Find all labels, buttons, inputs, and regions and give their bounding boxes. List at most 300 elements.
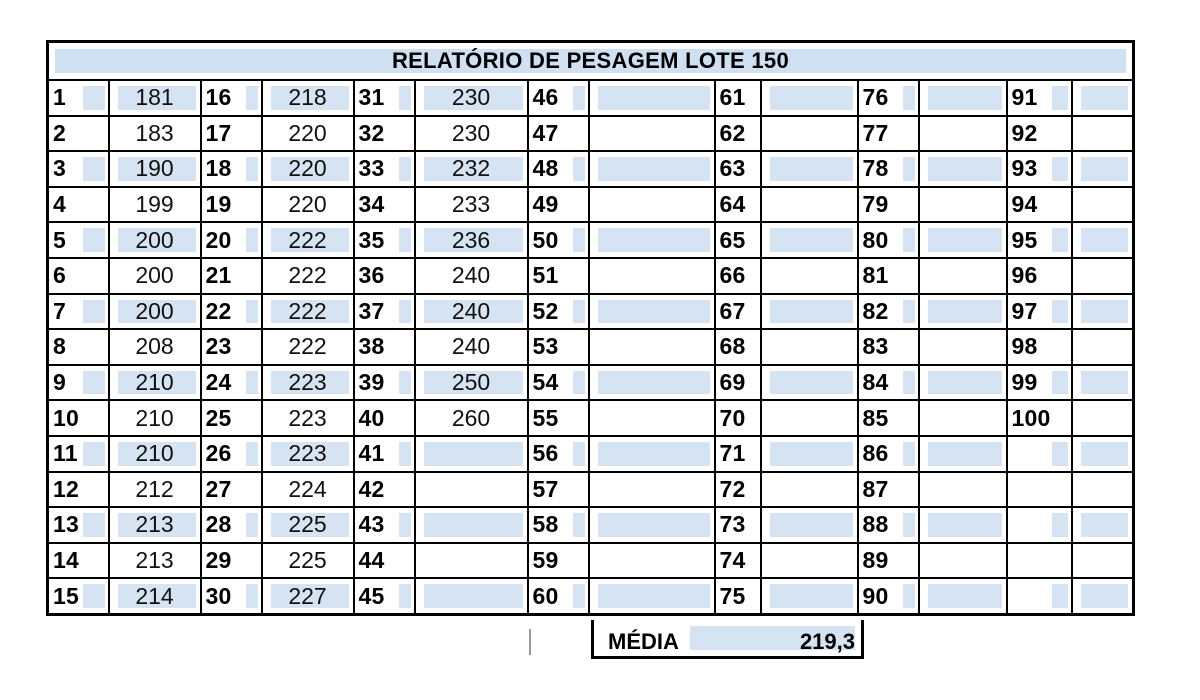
weight-cell <box>262 80 354 116</box>
lot-number-cell <box>858 80 919 116</box>
weight-cell <box>919 80 1007 116</box>
lot-number: 19 <box>205 191 232 218</box>
lot-number: 89 <box>862 547 889 574</box>
row-shade <box>573 442 585 466</box>
lot-number-cell <box>528 187 589 223</box>
lot-number-cell <box>201 400 262 436</box>
lot-number-cell <box>201 80 262 116</box>
weight-cell <box>262 294 354 330</box>
lot-number-cell <box>858 258 919 294</box>
weight-value: 200 <box>135 262 174 289</box>
weight-cell <box>589 187 715 223</box>
lot-number: 52 <box>532 297 559 324</box>
lot-number-cell <box>858 187 919 223</box>
weight-cell <box>761 507 858 543</box>
weight-value: 240 <box>451 297 491 324</box>
lot-number-cell <box>858 116 919 152</box>
lot-number: 28 <box>205 511 232 538</box>
lot-number-cell <box>528 329 589 365</box>
row-shade <box>246 371 258 395</box>
row-shade <box>1081 584 1129 608</box>
table-row <box>48 400 1134 436</box>
lot-number-cell <box>528 543 589 579</box>
weight-value: 208 <box>135 333 174 360</box>
lot-number: 23 <box>205 333 232 360</box>
lot-number: 40 <box>358 404 385 431</box>
row-shade <box>928 442 1002 466</box>
lot-number-cell <box>48 543 109 579</box>
weight-cell <box>109 578 201 614</box>
row-shade <box>573 228 585 252</box>
lot-number: 63 <box>719 155 746 182</box>
lot-number-cell <box>1007 365 1072 401</box>
lot-number-cell <box>858 578 919 614</box>
weight-value: 210 <box>135 369 174 396</box>
weight-cell <box>415 329 528 365</box>
weight-cell <box>109 80 201 116</box>
lot-number: 57 <box>532 475 559 502</box>
lot-number: 83 <box>862 333 889 360</box>
lot-number-cell <box>201 329 262 365</box>
lot-number: 80 <box>862 226 889 253</box>
row-shade <box>246 228 258 252</box>
weight-cell <box>415 187 528 223</box>
lot-number-cell <box>354 258 415 294</box>
lot-number-cell <box>354 507 415 543</box>
lot-number-cell <box>48 472 109 508</box>
lot-number-cell <box>1007 436 1072 472</box>
table-row <box>48 187 1134 223</box>
row-shade <box>246 584 258 608</box>
weight-cell <box>415 472 528 508</box>
weight-value: 200 <box>135 226 174 253</box>
lot-number-cell <box>201 151 262 187</box>
lot-number-cell <box>1007 80 1072 116</box>
lot-number-cell <box>858 294 919 330</box>
row-shade <box>246 157 258 181</box>
lot-number-cell <box>201 365 262 401</box>
lot-number: 27 <box>205 475 232 502</box>
row-shade <box>903 300 915 324</box>
lot-number-cell <box>48 116 109 152</box>
weight-cell <box>589 365 715 401</box>
row-shade <box>83 86 105 110</box>
weight-cell <box>1072 578 1134 614</box>
lot-number: 30 <box>205 582 232 609</box>
row-shade <box>573 371 585 395</box>
average-value: 219,3 <box>799 629 855 654</box>
lot-number: 73 <box>719 511 746 538</box>
lot-number: 41 <box>358 440 385 467</box>
weight-cell <box>109 543 201 579</box>
lot-number-cell <box>201 258 262 294</box>
table-row <box>48 329 1134 365</box>
lot-number: 60 <box>532 582 559 609</box>
weight-cell <box>1072 116 1134 152</box>
row-shade <box>928 300 1002 324</box>
lot-number-cell <box>715 151 761 187</box>
row-shade <box>399 86 411 110</box>
lot-number-cell <box>715 507 761 543</box>
weight-cell <box>919 436 1007 472</box>
row-shade <box>1052 300 1068 324</box>
lot-number-cell <box>715 400 761 436</box>
row-shade <box>83 371 105 395</box>
lot-number-cell <box>715 294 761 330</box>
row-shade <box>573 300 585 324</box>
lot-number-cell <box>1007 400 1072 436</box>
row-shade <box>598 228 710 252</box>
weight-cell <box>1072 436 1134 472</box>
weight-cell <box>109 294 201 330</box>
lot-number-cell <box>354 472 415 508</box>
lot-number: 1 <box>53 84 66 111</box>
lot-number: 42 <box>358 475 385 502</box>
weight-cell <box>109 507 201 543</box>
weight-value: 218 <box>288 84 327 111</box>
lot-number: 7 <box>53 297 66 324</box>
lot-number: 10 <box>53 404 79 431</box>
weight-cell <box>919 400 1007 436</box>
lot-number: 79 <box>862 191 889 218</box>
lot-number-cell <box>1007 294 1072 330</box>
weight-cell <box>1072 365 1134 401</box>
lot-number: 13 <box>53 511 79 538</box>
row-shade <box>1081 86 1129 110</box>
lot-number: 14 <box>53 547 79 574</box>
weight-cell <box>761 436 858 472</box>
row-shade <box>399 371 411 395</box>
row-shade <box>1052 228 1068 252</box>
lot-number: 93 <box>1011 155 1038 182</box>
lot-number-cell <box>48 436 109 472</box>
weight-cell <box>262 116 354 152</box>
row-shade <box>1052 513 1068 537</box>
row-shade <box>598 442 710 466</box>
lot-number-cell <box>858 507 919 543</box>
lot-number: 45 <box>358 582 385 609</box>
lot-number-cell <box>528 222 589 258</box>
lot-number-cell <box>715 436 761 472</box>
lot-number-cell <box>528 80 589 116</box>
lot-number: 92 <box>1011 119 1038 146</box>
table-row <box>48 116 1134 152</box>
weight-cell <box>262 222 354 258</box>
lot-number: 56 <box>532 440 559 467</box>
lot-number-cell <box>201 436 262 472</box>
weight-cell <box>415 578 528 614</box>
row-shade <box>928 86 1002 110</box>
report-title-cell <box>48 42 1134 81</box>
lot-number-cell <box>201 116 262 152</box>
weight-cell <box>761 543 858 579</box>
lot-number: 21 <box>205 262 232 289</box>
weight-cell <box>761 116 858 152</box>
column-divider-mark <box>529 629 531 655</box>
row-shade <box>598 584 710 608</box>
weight-cell <box>1072 80 1134 116</box>
weight-cell <box>415 400 528 436</box>
weight-value: 250 <box>451 369 491 396</box>
weight-cell <box>761 187 858 223</box>
weight-cell <box>1072 507 1134 543</box>
lot-number: 77 <box>862 119 889 146</box>
weight-cell <box>919 258 1007 294</box>
weight-cell <box>109 151 201 187</box>
lot-number: 72 <box>719 475 746 502</box>
lot-number-cell <box>201 543 262 579</box>
lot-number-cell <box>354 222 415 258</box>
lot-number: 12 <box>53 475 79 502</box>
lot-number: 65 <box>719 226 746 253</box>
lot-number-cell <box>528 507 589 543</box>
lot-number-cell <box>1007 222 1072 258</box>
lot-number-cell <box>201 472 262 508</box>
lot-number: 74 <box>719 547 746 574</box>
row-shade <box>83 228 105 252</box>
lot-number-cell <box>528 365 589 401</box>
lot-number: 59 <box>532 547 559 574</box>
weight-cell <box>109 116 201 152</box>
row-shade <box>903 442 915 466</box>
row-shade <box>573 513 585 537</box>
weight-cell <box>415 436 528 472</box>
weight-cell <box>262 400 354 436</box>
lot-number: 4 <box>53 191 66 218</box>
lot-number: 97 <box>1011 297 1038 324</box>
weight-value: 181 <box>135 84 174 111</box>
row-shade <box>1052 86 1068 110</box>
lot-number: 44 <box>358 547 385 574</box>
lot-number-cell <box>354 329 415 365</box>
lot-number: 90 <box>862 582 889 609</box>
lot-number-cell <box>48 222 109 258</box>
weight-value: 223 <box>288 369 327 396</box>
row-shade <box>399 228 411 252</box>
weight-cell <box>589 151 715 187</box>
row-shade <box>399 442 411 466</box>
weight-cell <box>761 80 858 116</box>
row-shade <box>573 86 585 110</box>
lot-number-cell <box>201 187 262 223</box>
lot-number: 8 <box>53 333 66 360</box>
lot-number: 66 <box>719 262 746 289</box>
lot-number-cell <box>48 187 109 223</box>
row-shade <box>928 228 1002 252</box>
lot-number: 20 <box>205 226 232 253</box>
row-shade <box>770 513 853 537</box>
weight-cell <box>589 400 715 436</box>
weight-value: 222 <box>288 262 327 289</box>
lot-number-cell <box>858 543 919 579</box>
lot-number-cell <box>48 400 109 436</box>
weight-cell <box>761 151 858 187</box>
weight-cell <box>415 365 528 401</box>
lot-number-cell <box>1007 472 1072 508</box>
weight-value: 190 <box>135 155 174 182</box>
row-shade <box>246 442 258 466</box>
lot-number-cell <box>1007 329 1072 365</box>
lot-number: 75 <box>719 582 746 609</box>
lot-number-cell <box>354 400 415 436</box>
weight-cell <box>1072 258 1134 294</box>
lot-number: 71 <box>719 440 746 467</box>
lot-number-cell <box>715 258 761 294</box>
row-shade <box>399 300 411 324</box>
lot-number: 76 <box>862 84 889 111</box>
weight-value: 260 <box>451 404 491 431</box>
weight-cell <box>919 543 1007 579</box>
row-shade <box>598 157 710 181</box>
weight-cell <box>109 187 201 223</box>
lot-number-cell <box>858 365 919 401</box>
weight-value: 213 <box>135 547 174 574</box>
row-shade <box>246 300 258 324</box>
lot-number-cell <box>1007 543 1072 579</box>
row-shade <box>83 157 105 181</box>
lot-number: 31 <box>358 84 385 111</box>
weight-value: 210 <box>135 440 174 467</box>
lot-number: 53 <box>532 333 559 360</box>
average-box <box>591 620 864 659</box>
lot-number: 32 <box>358 119 385 146</box>
lot-number-cell <box>201 222 262 258</box>
weight-value: 240 <box>451 333 491 360</box>
weight-cell <box>589 258 715 294</box>
table-row <box>48 294 1134 330</box>
weight-cell <box>262 436 354 472</box>
lot-number: 17 <box>205 119 232 146</box>
row-shade <box>903 584 915 608</box>
row-shade <box>770 157 853 181</box>
lot-number: 37 <box>358 297 385 324</box>
lot-number: 100 <box>1011 404 1051 431</box>
weight-cell <box>919 222 1007 258</box>
weight-cell <box>589 329 715 365</box>
weight-cell <box>262 365 354 401</box>
row-shade <box>928 513 1002 537</box>
weight-cell <box>415 116 528 152</box>
row-shade <box>424 442 523 466</box>
table-row <box>48 543 1134 579</box>
lot-number: 81 <box>862 262 889 289</box>
weight-value: 220 <box>288 191 327 218</box>
weight-cell <box>109 472 201 508</box>
weight-cell <box>761 365 858 401</box>
lot-number-cell <box>715 187 761 223</box>
weight-cell <box>761 472 858 508</box>
lot-number: 9 <box>53 369 66 396</box>
weight-cell <box>919 116 1007 152</box>
weight-cell <box>1072 222 1134 258</box>
weight-cell <box>415 80 528 116</box>
lot-number-cell <box>528 578 589 614</box>
weight-cell <box>919 294 1007 330</box>
row-shade <box>83 442 105 466</box>
weight-value: 230 <box>451 84 491 111</box>
table-row <box>48 222 1134 258</box>
lot-number-cell <box>201 507 262 543</box>
weight-cell <box>919 472 1007 508</box>
row-shade <box>598 86 710 110</box>
lot-number-cell <box>528 400 589 436</box>
weight-cell <box>109 258 201 294</box>
lot-number-cell <box>354 187 415 223</box>
weight-cell <box>761 258 858 294</box>
lot-number-cell <box>528 436 589 472</box>
weight-value: 240 <box>451 262 491 289</box>
row-shade <box>83 584 105 608</box>
row-shade <box>903 228 915 252</box>
report-title: RELATÓRIO DE PESAGEM LOTE 150 <box>391 48 790 73</box>
weighing-report-table <box>46 40 1135 616</box>
weight-cell <box>589 222 715 258</box>
lot-number: 54 <box>532 369 559 396</box>
lot-number-cell <box>1007 507 1072 543</box>
weight-value: 225 <box>288 511 327 538</box>
lot-number-cell <box>354 365 415 401</box>
lot-number: 6 <box>53 262 66 289</box>
lot-number-cell <box>858 436 919 472</box>
weight-cell <box>415 507 528 543</box>
lot-number: 86 <box>862 440 889 467</box>
weight-cell <box>262 329 354 365</box>
lot-number-cell <box>858 151 919 187</box>
lot-number: 96 <box>1011 262 1038 289</box>
weight-cell <box>1072 472 1134 508</box>
lot-number: 99 <box>1011 369 1038 396</box>
lot-number: 16 <box>205 84 232 111</box>
lot-number: 36 <box>358 262 385 289</box>
weight-cell <box>919 507 1007 543</box>
weight-value: 214 <box>135 582 174 609</box>
lot-number: 55 <box>532 404 559 431</box>
lot-number: 78 <box>862 155 889 182</box>
lot-number-cell <box>354 116 415 152</box>
row-shade <box>83 513 105 537</box>
row-shade <box>770 86 853 110</box>
weight-value: 222 <box>288 226 327 253</box>
weight-value: 232 <box>451 155 491 182</box>
lot-number-cell <box>528 258 589 294</box>
weight-cell <box>262 187 354 223</box>
table-row <box>48 80 1134 116</box>
weight-cell <box>262 507 354 543</box>
lot-number-cell <box>48 151 109 187</box>
weight-cell <box>1072 543 1134 579</box>
lot-number: 25 <box>205 404 232 431</box>
row-shade <box>1052 442 1068 466</box>
weight-value: 200 <box>135 297 174 324</box>
row-shade <box>903 513 915 537</box>
weight-cell <box>1072 329 1134 365</box>
weight-cell <box>761 578 858 614</box>
weight-cell <box>761 400 858 436</box>
row-shade <box>770 371 853 395</box>
weight-cell <box>761 294 858 330</box>
lot-number: 26 <box>205 440 232 467</box>
row-shade <box>1052 157 1068 181</box>
weight-cell <box>589 578 715 614</box>
weight-value: 225 <box>288 547 327 574</box>
lot-number-cell <box>354 543 415 579</box>
row-shade <box>573 157 585 181</box>
lot-number-cell <box>528 472 589 508</box>
row-shade <box>1081 228 1129 252</box>
lot-number: 34 <box>358 191 385 218</box>
lot-number-cell <box>354 436 415 472</box>
weight-cell <box>761 222 858 258</box>
